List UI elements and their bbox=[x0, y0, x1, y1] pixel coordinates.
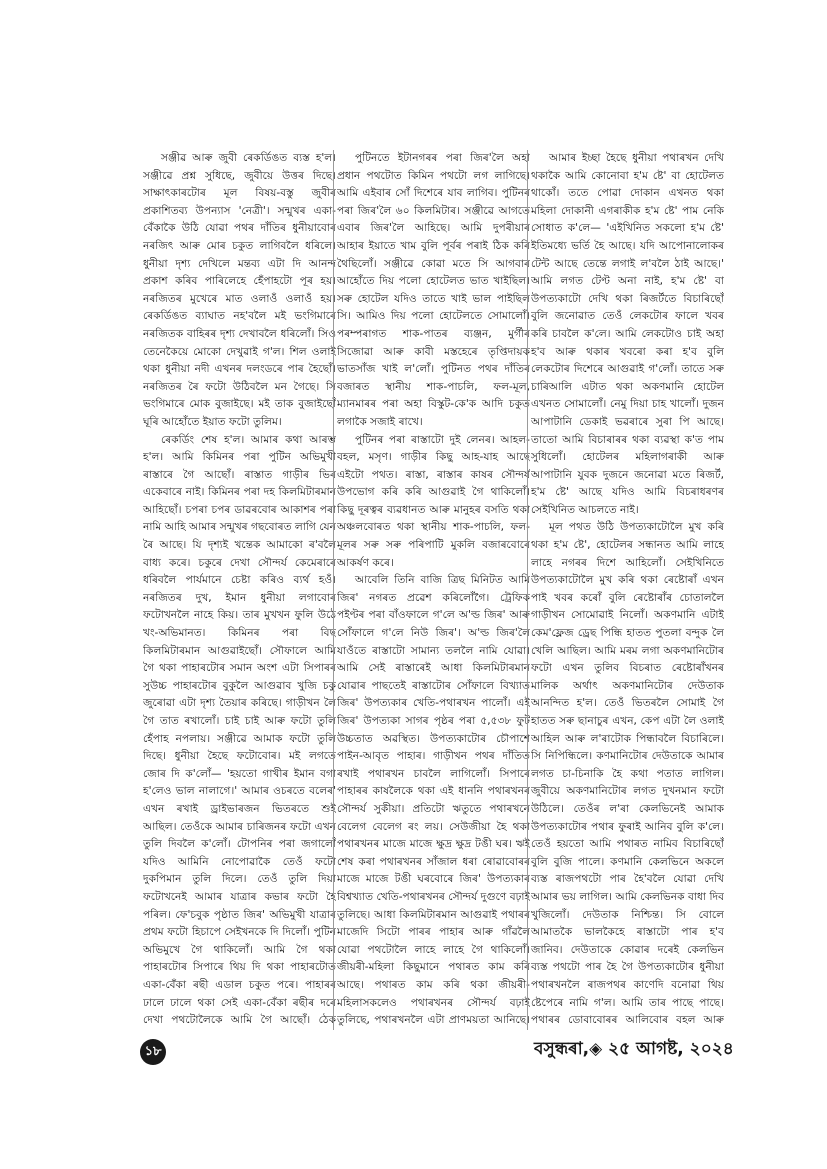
paragraph: মূল পথত উঠি উপত্যকাটোলৈ মুখ কৰি থকা হ'ম ষ্টে', হোটেলৰ সন্ধানত আমি লাহে লাহে নগৰৰ দিশে আহিলোঁ। সেইখিনিতে উপত্যকাটোলৈ মুখ কৰি থকা ৰেষ্টোৰাঁ এখন পাই খবৰ কৰোঁ বুলি ৰেষ্টোৰাঁৰ চোতাললৈ গাড়ীখন সোমোৱাই নিলোঁ। অকণমানি এটাই কেম'ফ্লেজ ড্ৰেছ পিন্ধি হাতত পুতলা বন্দুক লৈ খেলি আছিল। আমি মৰম লগা অকণমানিটোৰ ফটো এখন তুলিব বিচৰাত ৰেষ্টোৰাঁখনৰ মালিক অৰ্থাৎ অকণমানিটোৰ দেউতাক আনন্দিত হ'ল। তেওঁ ভিতৰলৈ সোমাই গৈ হাতত সৰু ছানাচুৰ এখন, কেপ এটা লৈ ওলাই আহিল আৰু ল'ৰাটোক পিন্ধাবলৈ বিচাৰিলে। সি নিপিন্ধিলে। কণমানিটোৰ দেউতাকে আমাৰ লগত চা-চিনাকি হৈ কথা পতাত লাগিল। জুবীয়ে অকণমানিটোৰ লগত দুখনমান ফটো উঠিলে। তেওঁৰ ল'ৰা কেলভিনেই আমাক উপত্যকাটোৰ পথাৰ ফুৰাই আনিব বুলি ক'লে। তেওঁ হয়তো আমি পথাৰত নামিব বিচাৰিছোঁ বুলি বুজি পালে। কণমানি কেলভিনে অকলে ব্যস্ত ৰাজপথটো পাৰ হৈ'বলৈ যোৱা দেখি আমাৰ ভয় লাগিল। আমি কেলভিনক বাধা দিব খুজিলোঁ। দেউতাক নিশ্চিন্ত। সি বোলে আমাতকৈ ভালকৈহে ৰাস্তাটো পাৰ হ'ব জানিব। দেউতাকে কোৱাৰ দৰেই কেলভিন ব্যস্ত পথটো পাৰ হৈ গৈ উপত্যকাটোৰ ধুনীয়া পথাৰখনলৈ ৰাজপথৰ কাণেদি বনোৱা থিয় ষ্টেপেৰে নামি গ'ল। আমি তাৰ পাছে পাছে। পথাৰৰ ডোবাবোৰৰ আলিবোৰ বহল আৰু bbox=[531, 521, 724, 1027]
column-divider bbox=[527, 150, 528, 1030]
paragraph: সঞ্জীৱ আৰু জুবী ৰেকৰ্ডিঙত ব্যস্ত হ'ল। সঞ্জীৱে প্ৰশ্ন সুধিছে, জুবীয়ে উত্তৰ দিছে। সাক্ষাৎকাৰটোৰ মূল বিষয়-বস্তু জুবীৰ প্ৰকাশিতব্য উপন্যাস 'নেত্ৰী'। সন্মুখৰ একা-বেঁকাকৈ উঠি যোৱা পথৰ দাঁতিৰ ধুনীয়াবোৰ নৰজিৎ আৰু মোৰ চকুত লাগিবলৈ ধৰিলে। ধুনীয়া দৃশ্য দেখিলে মন্তব্য এটা দি আনন্দ প্ৰকাশ কৰিব পাৰিলেহে হেঁপাহটো পূৰ হয়। নৰজিতৰ মুখেৰে মাত ওলাওঁ ওলাওঁ হয়। ৰেকৰ্ডিঙত ব্যাঘাত নহ'বলৈ মই ভংগিমাৰে নৰজিতক বাহিৰৰ দৃশ্য দেখাবলৈ ধৰিলোঁ। সিও তেনেকৈয়ে মোকো দেখুৱাই গ'ল। শিল ওলাই থকা ধুনীয়া নদী এখনৰ দলংডৰে পাৰ হৈছোঁ। নৰজিতৰ ৰৈ ফটো উঠিবলৈ মন গৈছে। সি ভংগিমাৰে মোক বুজাইছে। মই তাক বুজাইছোঁ ঘূৰি আহোঁতে ইয়াত ফটো তুলিম। bbox=[143, 152, 336, 428]
paragraph: পুটিনৰ পৰা ৰাস্তাটো দুই লেনৰ। আহল-বহল, মসৃণ। গাড়ীৰ কিছু আহ-যাহ আছে এইটো পথত। ৰাস্তা, ৰাস্তাৰ কাষৰ সৌন্দৰ্য উপভোগ কৰি কৰি আগুৱাই গৈ থাকিলোঁ। কিছু দূৰত্বৰ ব্যৱধানত আৰু মানুহৰ বসতি থকা অঞ্চলবোৰত থকা স্থানীয় শাক-পাচলি, ফল-মূলৰ সৰু সৰু পৰিপাটি মুকলি বজাৰবোৰে আকৰ্ষণ কৰে। bbox=[337, 433, 530, 569]
page-number-badge: ১৮ bbox=[140, 1039, 166, 1065]
article-column-3 bbox=[531, 150, 724, 1030]
paragraph: আবেলি তিনি বাজি ত্ৰিছ মিনিটত আমি জিৰ' নগৰত প্ৰৱেশ কৰিলোঁগৈ। ট্ৰেফিক পইণ্টৰ পৰা বাঁওফালে গ'লে অ'ল্ড জিৰ' আৰু সোঁফালে গ'লে নিউ জিৰ'। অ'ল্ড জিৰ'লৈ যাওঁতে ৰাস্তাটো সামান্য তললৈ নামি যোৱা। আমি সেই ৰাস্তাৰেই আধা কিলমিটাৰমান যোৱাৰ পাছতেই ৰাস্তাটোৰ সোঁফালে বিখ্যাত জিৰ' উপত্যকাৰ খেতি-পথাৰখন পালোঁ। এই জিৰ' উপত্যকা সাগৰ পৃষ্ঠৰ পৰা ৫,৫৩৮ ফুট উচ্চতাত অৱস্থিত। উপত্যকাটোৰ চৌপাশে পাইন-আবৃত পাহাৰ। গাড়ীখন পথৰ দাঁতিত ৰখাই পথাৰখন চাবলৈ লাগিলোঁ। সিপাৰে পাহাৰৰ কাষলৈকে থকা এই ধাননি পথাৰখনৰ সৌন্দৰ্য সুকীয়া। প্ৰতিটো ঋতুতে পথাৰখনে বেলেগ বেলেগ ৰং লয়। সেউজীয়া হৈ থকা পথাৰখনৰ মাজে মাজে ক্ষুদ্ৰ ক্ষুদ্ৰ টঙী ঘৰ। ঋই শেষ কৰা পথাৰখনৰ সাঁজাল ধৰা ৰোৱাবোৰৰ মাজে মাজে টঙী ঘৰবোৰে জিৰ' উপত্যকাৰ বিশ্বখ্যাত খেতি-পথাৰখনৰ সৌন্দৰ্য দুগুণে বঢ়াই তুলিছে। আধা কিলমিটাৰমান আগুৱাই পথাৰৰ মাজেদি সিটো পাৰৰ পাহাৰ আৰু গাঁৱলৈ যোৱা পথটোলৈ লাহে লাহে গৈ থাকিলোঁ। জীয়ৰী-মহিলা কিছুমানে পথাৰত কাম কৰি আছে। পথাৰত কাম কৰি থকা জীয়ৰী-মহিলাসকলেও পথাৰখনৰ সৌন্দৰ্য বঢ়াই তুলিছে, পথাৰখনলৈ এটা প্ৰাণময়তা আনিছে। bbox=[337, 574, 530, 1027]
column-divider bbox=[333, 150, 334, 1030]
paragraph: ৰেকৰ্ডিং শেষ হ'ল। আমাৰ কথা আৰম্ভ হ'ল। আমি কিমিনৰ পৰা পুটিন অভিমুখী ৰাস্তাৰে গৈ আছোঁ। ৰাস্তাত গাড়ীৰ ভিৰ একেবাৰে নাই। কিমিনৰ পৰা দহ কিলমিটাৰমান আহিছোঁ। চপৰা চপৰ ডাৱৰবোৰ আকাশৰ পৰা নামি আহি আমাৰ সন্মুখৰ গছবোৰত লাগি যেন ৰৈ আছে। যি দৃশ্যই খন্তেক আমাকো ৰ'বলৈ বাধ্য কৰে। চকুৰে দেখা সৌন্দৰ্য কেমেৰাৰে ধৰিবলৈ পাৰ্যমানে চেষ্টা কৰিও ব্যৰ্থ হওঁ। নৰজিতৰ দুখ, ইমান ধুনীয়া লগাবোৰ ফটোখনলৈ নাহে কিয়। তাৰ মুখখন ফুলি উঠে খং-অভিমানত। কিমিনৰ পৰা বিছ কিলমিটাৰমান আগুৱাইছোঁ। সৌফালে আমি গৈ থকা পাহাৰটোৰ সমান অংশ এটা সিপাৰৰ সুউচ্চ পাহাৰটোৰ বুকুলৈ আগুৱাব খুজি চকু জুৰোৱা এটা দৃশ্য তৈয়াৰ কৰিছে। গাড়ীখন লৈ গৈ তাত ৰখালোঁ। চাই চাই আৰু ফটো তুলি হেঁপাহ নপলায়। সঞ্জীৱে আমাক ফটো তুলি দিছে। ধুনীয়া হৈছে ফটোবোৰ। মই লগতে জোৰ দি ক'লোঁ— 'হয়তো গাখীৰ ইমান বগা হ'লেও ভাল নালাগে।' আমাৰ ওচৰতে বলেৰ' এখন ৰখাই ড্ৰাইভাৰজন ভিতৰতে শুই আছিল। তেওঁকে আমাৰ চাৰিজনৰ ফটো এখন তুলি দিবলৈ ক'লোঁ। টোপনিৰ পৰা জগালোঁ যদিও আমিনি নোপোৱাকৈ তেওঁ ফটো দুকপিমান তুলি দিলে। তেওঁ তুলি দিয়া ফটোখনেই আমাৰ যাত্ৰাৰ কভাৰ ফটো হৈ পৰিল। ফে'চবুক পৃষ্ঠাত জিৰ' অভিমুখী যাত্ৰাৰ প্ৰথম ফটো হিচাপে সেইখনকে দি দিলোঁ। পুটিন অভিমুখে গৈ থাকিলোঁ। আমি গৈ থকা পাহাৰটোৰ সিপাৰে থিয় দি থকা পাহাৰটোত একা-বেঁকা ৰছী এডাল চকুত পৰে। পাহাৰৰ ঢালে ঢালে থকা সেই একা-বেঁকা ৰছীৰ দৰে দেখা পথটোলৈকে আমি গৈ আছোঁ। ঠেক bbox=[143, 433, 336, 1027]
article-column-2 bbox=[337, 150, 530, 1030]
paragraph: আমাৰ ইচ্ছা হৈছে ধুনীয়া পথাৰখন দেখি থকাকৈ আমি কোনোবা হ'ম ষ্টে' বা হোটেলত থাকোঁ। ততে পোৱা দোকান এখনত থকা মহিলা দোকানী এগৰাকীক হ'ম ষ্টে' পাম নেকি সোধাত ক'লে— 'এইখিনিত সকলো হ'ম ষ্টে' ইতিমধ্যে ভৰ্তি হৈ আছে। যদি আপোনালোকৰ টেন্ট আছে তেন্তে লগাই ল'বলৈ ঠাই আছে।' আমি লগত টেণ্ট অনা নাই, হ'ম ষ্টে' বা উপত্যকাটো দেখি থকা ৰিজৰ্টতে বিচাৰিছোঁ বুলি জনোৱাত তেওঁ লেকটোৰ ফালে খবৰ কৰি চাবলৈ ক'লে। আমি লেকটোও চাই অহা হ'ব আৰু থকাৰ খবৰো কৰা হ'ব বুলি লেকটোৰ দিশেৰে আগুৱাই গ'লোঁ। তাতে সৰু চাৰিআলি এটাত থকা অকণমানি হোটেল এখনত সোমালোঁ। নেমু দিয়া চাহ খালোঁ। দুজন আপাটানি ডেকাই ভৱৰাৰে সুৰা পি আছে। তাতো আমি বিচাৰাৰৰ থকা ব্যৱস্থা ক'ত পাম সুধিলোঁ। হোটেলৰ মহিলাগৰাকী আৰু আপাটানি যুবক দুজনে জনোৱা মতে ৰিজৰ্ট, হ'ম ষ্টে' আছে যদিও আমি বিচৰাধৰণৰ সেইখিনিত আচলতে নাই। bbox=[531, 152, 724, 516]
article-column-1 bbox=[143, 150, 336, 1030]
publication-footer: বসুন্ধৰা,◈ ২৫ আগষ্ট, ২০২৪ bbox=[534, 1039, 734, 1059]
paragraph: পুটিনতে ইটানগৰৰ পৰা জিৰ'লৈ অহা প্ৰধান পথটোত কিমিন পথটো লগ লাগিছে। আমি এইবাৰ সোঁ দিশেৰে যাব লাগিব। পুটিনৰ পৰা জিৰ'লৈ ৬০ কিলমিটাৰ। সঞ্জীৱে আগতে এবাৰ জিৰ'লৈ আহিছে। আমি দুপৰীয়াৰ আহাৰ ইয়াতে খাম বুলি পূৰ্বৰ পৰাই ঠিক কৰি থৈছিলোঁ। সঞ্জীৱে কোৱা মতে সি আগবাৰ আহোঁতে দিয় পলো হোটেলত ভাত খাইছিল। সৰু হোটেল যদিও তাতে খাই ভাল পাইছিল সি। আমিও দিয় পলো হোটেলতে সোমালোঁ। পৰম্পৰাগত শাক-পাতৰ ব্যঞ্জন, মুৰ্গীৰ সিজোৱা আৰু কাবী মস্তহেৰে তৃপ্তিদায়ক ভাতসাঁজ খাই ল'লোঁ। পুটিনত পথৰ দাঁতিৰ বজাৰত স্থানীয় শাক-পাচলি, ফল-মূল, ম্যানমাৰৰ পৰা অহা বিস্কুট-কে'ক আদি চকুত লগাকৈ সজাই ৰাখে। bbox=[337, 152, 530, 428]
